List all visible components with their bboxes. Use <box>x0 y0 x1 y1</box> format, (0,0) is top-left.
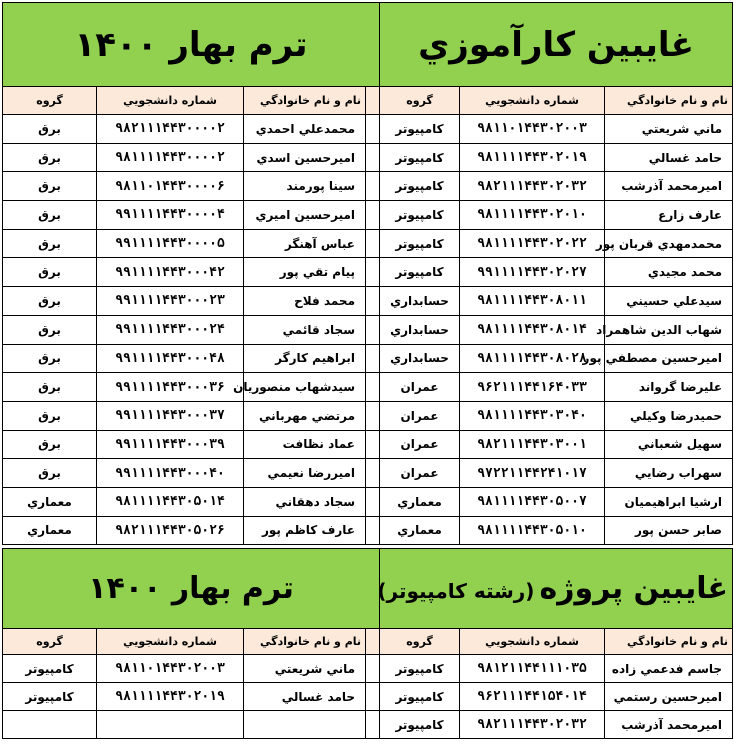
student-name-cell: ماني شريعتي <box>605 115 733 144</box>
student-id-cell: ۹۸۱۱۰۱۴۴۳۰۲۰۰۳ <box>97 655 244 683</box>
student-name-cell: سهيل شعباني <box>605 430 733 459</box>
header-student-id: شماره دانشجويي <box>97 87 244 115</box>
group-cell: معماري <box>3 516 97 545</box>
student-name-cell: اميرحسين اميري <box>244 201 366 230</box>
student-id-cell: ۹۸۱۱۰۱۴۴۳۰۲۰۰۳ <box>460 115 605 144</box>
group-cell: کامپيوتر <box>380 143 460 172</box>
column-gap <box>366 115 380 144</box>
student-name-cell: اميرمحمد آذرشب <box>605 711 733 739</box>
internship-absentees-table <box>2 2 733 545</box>
group-cell: عمران <box>380 459 460 488</box>
student-id-cell: ۹۸۱۱۱۱۴۴۳۰۲۰۱۹ <box>460 143 605 172</box>
group-cell: کامپيوتر <box>380 115 460 144</box>
section2-term: ترم بهار ۱۴۰۰ <box>88 571 294 606</box>
table-row <box>3 430 733 459</box>
column-gap <box>366 430 380 459</box>
student-name-cell: اميرحسين رستمي <box>605 683 733 711</box>
student-name-cell: عارف کاظم پور <box>244 516 366 545</box>
student-name-cell: صابر حسن پور <box>605 516 733 545</box>
student-name-cell: محمد فلاح <box>244 287 366 316</box>
column-gap <box>366 711 380 739</box>
student-id-cell: ۹۹۱۱۱۱۴۴۳۰۰۰۳۹ <box>97 430 244 459</box>
student-name-cell: محمد مجيدي <box>605 258 733 287</box>
student-name-cell: حميدرضا وکيلي <box>605 401 733 430</box>
group-cell: کامپيوتر <box>380 711 460 739</box>
student-name-cell: اميرمحمد آذرشب <box>605 172 733 201</box>
group-cell: عمران <box>380 430 460 459</box>
header-group: گروه <box>380 87 460 115</box>
group-cell: برق <box>3 172 97 201</box>
header-name: نام و نام خانوادگي <box>605 87 733 115</box>
column-gap <box>366 655 380 683</box>
student-name-cell: عارف زارع <box>605 201 733 230</box>
student-name-cell: ارشيا ابراهيميان <box>605 487 733 516</box>
column-gap <box>366 143 380 172</box>
student-id-cell: ۹۸۱۱۱۱۴۴۳۰۲۰۱۰ <box>460 201 605 230</box>
project-absentees-table <box>2 548 733 739</box>
student-id-cell: ۹۸۱۱۱۱۴۴۳۰۵۰۰۷ <box>460 487 605 516</box>
student-id-cell: ۹۸۱۱۱۱۴۴۳۰۲۰۱۹ <box>97 683 244 711</box>
student-id-cell: ۹۹۱۱۱۱۴۴۳۰۰۰۴۲ <box>97 258 244 287</box>
group-cell: عمران <box>380 401 460 430</box>
student-id-cell: ۹۸۱۱۱۱۴۴۳۰۲۰۲۲ <box>460 229 605 258</box>
student-name-cell: ابراهيم کارگر <box>244 344 366 373</box>
header-student-id: شماره دانشجويي <box>97 629 244 655</box>
column-gap <box>366 315 380 344</box>
group-cell: برق <box>3 373 97 402</box>
section2-header-row <box>3 629 733 655</box>
student-id-cell: ۹۸۱۱۱۱۴۴۳۰۸۰۱۱ <box>460 287 605 316</box>
student-name-cell: جاسم فدعمي زاده <box>605 655 733 683</box>
table-row <box>3 229 733 258</box>
section2-subtitle: (رشته کامپيوتر) <box>377 579 535 603</box>
group-cell: حسابداري <box>380 315 460 344</box>
table-row <box>3 115 733 144</box>
group-cell: برق <box>3 229 97 258</box>
column-gap <box>366 258 380 287</box>
column-gap <box>366 401 380 430</box>
student-name-cell: سيدشهاب منصوريان <box>244 373 366 402</box>
student-name-cell: سينا پورمند <box>244 172 366 201</box>
student-id-cell: ۹۹۱۱۱۱۴۴۳۰۰۰۳۷ <box>97 401 244 430</box>
header-name: نام و نام خانوادگي <box>244 629 366 655</box>
table-row <box>3 655 733 683</box>
student-id-cell: ۹۹۱۱۱۱۴۴۳۰۰۰۳۶ <box>97 373 244 402</box>
group-cell: کامپيوتر <box>380 172 460 201</box>
student-id-cell: ۹۸۲۱۱۱۴۴۳۰۳۰۰۱ <box>460 430 605 459</box>
column-gap <box>366 87 380 115</box>
group-cell: حسابداري <box>380 287 460 316</box>
section1-banner <box>3 3 733 87</box>
student-name-cell: حامد غسالي <box>605 143 733 172</box>
column-gap <box>366 516 380 545</box>
table-row <box>3 344 733 373</box>
group-cell: معماري <box>3 487 97 516</box>
table-row <box>3 711 733 739</box>
section1-title: غايبين كارآموزي <box>418 24 694 65</box>
column-gap <box>366 229 380 258</box>
group-cell: برق <box>3 201 97 230</box>
group-cell: برق <box>3 258 97 287</box>
table-row <box>3 683 733 711</box>
student-id-cell: ۹۸۲۱۱۱۴۴۳۰۰۰۰۲ <box>97 115 244 144</box>
header-name: نام و نام خانوادگي <box>244 87 366 115</box>
header-group: گروه <box>3 87 97 115</box>
student-id-cell: ۹۷۲۲۱۱۴۴۲۴۱۰۱۷ <box>460 459 605 488</box>
student-name-cell: محمدعلي احمدي <box>244 115 366 144</box>
student-id-cell: ۹۹۱۱۱۱۴۴۳۰۰۰۲۴ <box>97 315 244 344</box>
group-cell: کامپيوتر <box>380 258 460 287</box>
student-name-cell: عباس آهنگر <box>244 229 366 258</box>
group-cell: کامپيوتر <box>380 683 460 711</box>
table-row <box>3 459 733 488</box>
student-id-cell: ۹۸۲۱۱۱۴۴۳۰۲۰۳۲ <box>460 172 605 201</box>
section2-banner <box>3 549 733 629</box>
table-row <box>3 487 733 516</box>
student-name-cell: سيدعلي حسيني <box>605 287 733 316</box>
student-id-cell: ۹۸۱۱۱۱۴۴۳۰۰۰۰۲ <box>97 143 244 172</box>
group-cell: کامپيوتر <box>380 229 460 258</box>
table-row <box>3 201 733 230</box>
header-student-id: شماره دانشجويي <box>460 629 605 655</box>
student-id-cell: ۹۸۲۱۱۱۴۴۳۰۵۰۲۶ <box>97 516 244 545</box>
table-row <box>3 143 733 172</box>
header-group: گروه <box>3 629 97 655</box>
table-row <box>3 172 733 201</box>
student-id-cell: ۹۸۱۱۱۱۴۴۳۰۵۰۱۴ <box>97 487 244 516</box>
student-id-cell: ۹۸۱۲۱۱۴۴۱۱۱۰۳۵ <box>460 655 605 683</box>
section1-header-row <box>3 87 733 115</box>
student-name-cell: شهاب الدين شاهمراد <box>605 315 733 344</box>
student-name-cell: عليرضا گرواند <box>605 373 733 402</box>
column-gap <box>366 344 380 373</box>
student-name-cell: اميررضا نعيمي <box>244 459 366 488</box>
table-row <box>3 258 733 287</box>
group-cell: عمران <box>380 373 460 402</box>
group-cell: برق <box>3 315 97 344</box>
student-id-cell: ۹۹۱۱۱۱۴۴۳۰۰۰۲۳ <box>97 287 244 316</box>
student-name-cell: حامد غسالي <box>244 683 366 711</box>
student-name-cell: سجاد قائمي <box>244 315 366 344</box>
table-row <box>3 516 733 545</box>
student-id-cell: ۹۸۲۱۱۱۴۴۳۰۲۰۳۲ <box>460 711 605 739</box>
group-cell: برق <box>3 401 97 430</box>
student-id-cell: ۹۸۱۱۱۱۴۴۳۰۵۰۱۰ <box>460 516 605 545</box>
table-row <box>3 373 733 402</box>
group-cell: کامپيوتر <box>380 201 460 230</box>
student-id-cell: ۹۹۱۱۱۱۴۴۳۰۰۰۴۸ <box>97 344 244 373</box>
column-gap <box>366 629 380 655</box>
student-name-cell: اميرحسين مصطفي پور <box>605 344 733 373</box>
group-cell: معماري <box>380 487 460 516</box>
column-gap <box>366 459 380 488</box>
group-cell: کامپيوتر <box>3 683 97 711</box>
column-gap <box>366 683 380 711</box>
group-cell: معماري <box>380 516 460 545</box>
student-id-cell: ۹۹۱۱۱۱۴۴۳۰۰۰۴۰ <box>97 459 244 488</box>
student-id-cell: ۹۹۱۱۱۱۴۴۳۰۰۰۰۵ <box>97 229 244 258</box>
column-gap <box>366 373 380 402</box>
student-id-cell: ۹۶۲۱۱۱۴۴۱۵۴۰۱۴ <box>460 683 605 711</box>
column-gap <box>366 487 380 516</box>
header-name: نام و نام خانوادگي <box>605 629 733 655</box>
student-name-cell: محمدمهدي قربان پور <box>605 229 733 258</box>
student-id-cell: ۹۹۱۱۱۱۴۴۳۰۲۰۲۷ <box>460 258 605 287</box>
section1-term: ترم بهار ۱۴۰۰ <box>74 24 308 65</box>
group-cell: برق <box>3 115 97 144</box>
column-gap <box>366 287 380 316</box>
header-group: گروه <box>380 629 460 655</box>
group-cell <box>3 711 97 739</box>
student-id-cell: ۹۸۱۱۱۱۴۴۳۰۸۰۲۸ <box>460 344 605 373</box>
student-name-cell: عماد نظافت <box>244 430 366 459</box>
group-cell: برق <box>3 287 97 316</box>
group-cell: برق <box>3 459 97 488</box>
column-gap <box>366 201 380 230</box>
student-name-cell: ماني شريعتي <box>244 655 366 683</box>
group-cell: حسابداري <box>380 344 460 373</box>
section2-title: غايبين پروژه <box>539 571 729 606</box>
header-student-id: شماره دانشجويي <box>460 87 605 115</box>
student-id-cell: ۹۹۱۱۱۱۴۴۳۰۰۰۰۴ <box>97 201 244 230</box>
student-id-cell: ۹۸۱۱۱۱۴۴۳۰۸۰۱۴ <box>460 315 605 344</box>
group-cell: برق <box>3 344 97 373</box>
student-id-cell: ۹۶۲۱۱۱۴۴۱۶۴۰۳۳ <box>460 373 605 402</box>
table-row <box>3 315 733 344</box>
column-gap <box>366 172 380 201</box>
student-id-cell <box>97 711 244 739</box>
table-row <box>3 287 733 316</box>
student-name-cell: اميرحسين اسدي <box>244 143 366 172</box>
student-name-cell: سهراب رضايي <box>605 459 733 488</box>
table-row <box>3 401 733 430</box>
student-name-cell: سجاد دهقاني <box>244 487 366 516</box>
student-name-cell <box>244 711 366 739</box>
group-cell: برق <box>3 430 97 459</box>
student-id-cell: ۹۸۱۱۱۱۴۴۳۰۳۰۴۰ <box>460 401 605 430</box>
group-cell: کامپيوتر <box>3 655 97 683</box>
group-cell: برق <box>3 143 97 172</box>
student-name-cell: پيام تقي پور <box>244 258 366 287</box>
student-name-cell: مرتضي مهرباني <box>244 401 366 430</box>
group-cell: کامپيوتر <box>380 655 460 683</box>
student-id-cell: ۹۸۱۱۰۱۴۴۳۰۰۰۰۶ <box>97 172 244 201</box>
